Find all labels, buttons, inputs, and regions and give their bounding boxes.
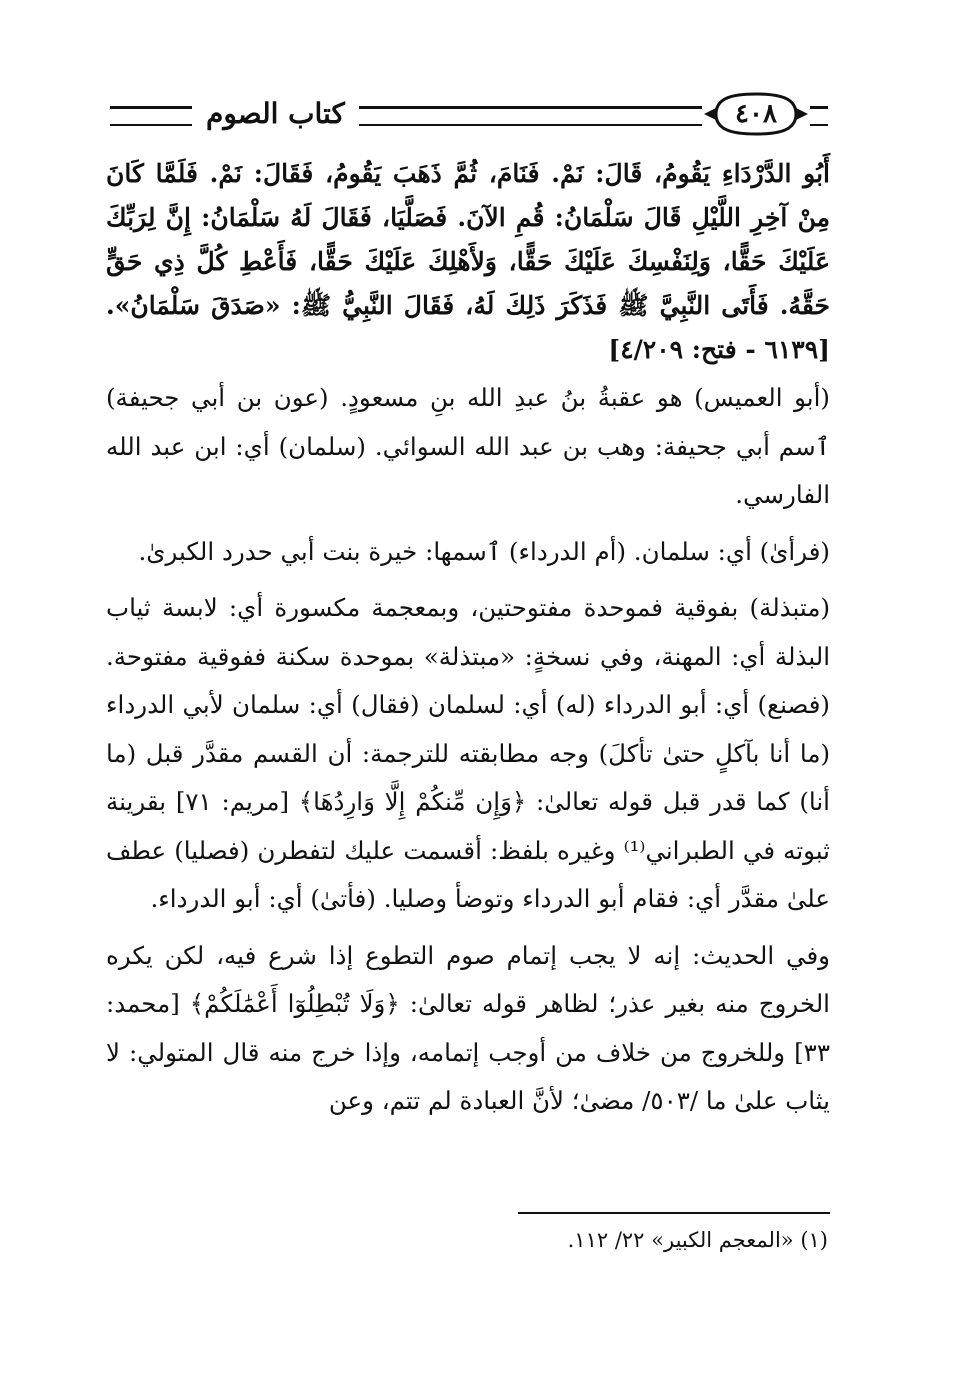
page-body (106, 152, 830, 1134)
commentary-paragraph-3: (متبذلة) بفوقية فموحدة مفتوحتين، وبمعجمة مكسورة أي: لابسة ثياب البذلة أي: المهنة، وفي نسخةٍ: «مبتذلة» بموحدة سكنة ففوقية مفتوحة. (فصنع) أي: أبو الدرداء (له) أي: لسلمان (فقال) أي: سلمان لأبي الدرداء (ما أنا بآكلٍ حتىٰ تأكلَ) وجه مطابقته للترجمة: أن القسم مقدَّر قبل (ما أنا) كما قدر قبل قوله تعالىٰ: ﴿وَإِن مِّنكُمْ إِلَّا وَارِدُهَا﴾ [مريم: ٧١] بقرينة ثبوته في الطبراني⁽¹⁾ وغيره بلفظ: أقسمت عليك لتفطرن (فصليا) عطف علىٰ مقدَّر أي: فقام أبو الدرداء وتوضأ وصليا. (فأتىٰ) أي: أبو الدرداء. (106, 593, 831, 913)
page-number: ٤٠٨ (735, 99, 777, 129)
page-number-badge (702, 90, 810, 138)
commentary-paragraph-1: (أبو العميس) هو عقبةُ بنُ عبدِ الله بنِ مسعودٍ. (عون بن أبي جحيفة) ٱسم أبي جحيفة: وهب بن عبد الله السوائي. (سلمان) أي: ابن عبد الله الفارسي. (106, 383, 830, 509)
commentary-paragraph-2: (فرأىٰ) أي: سلمان. (أم الدرداء) ٱسمها: خيرة بنت أبي حدرد الكبرىٰ. (138, 536, 830, 566)
page-header (110, 88, 828, 144)
footnote: (١) «المعجم الكبير» ٢٢/ ١١٢. (567, 1228, 828, 1252)
book-chapter-title: كتاب الصوم (192, 92, 359, 136)
hadith-text: أَبُو الدَّرْدَاءِ يَقُومُ، قَالَ: نَمْ. فَنَامَ، ثُمَّ ذَهَبَ يَقُومُ، فَقَالَ: نَمْ. فَلَمَّا كَانَ مِنْ آخِرِ اللَّيْلِ قَالَ سَلْمَانُ: قُمِ الآنَ. فَصَلَّيَا، فَقَالَ لَهُ سَلْمَانُ: إِنَّ لِرَبِّكَ عَلَيْكَ حَقًّا، وَلِنَفْسِكَ عَلَيْكَ حَقًّا، وَلأَهْلِكَ عَلَيْكَ حَقًّا، فَأَعْطِ كُلَّ ذِي حَقٍّ حَقَّهُ. فَأَتَى النَّبِيَّ ﷺ فَذَكَرَ ذَلِكَ لَهُ، فَقَالَ النَّبِيُّ ﷺ: «صَدَقَ سَلْمَانُ». [٦١٣٩ - فتح: ٤/٢٠٩] (106, 159, 830, 364)
commentary-paragraph-4: وفي الحديث: إنه لا يجب إتمام صوم التطوع إذا شرع فيه، لكن يكره الخروج منه بغير عذر؛ لظاهر قوله تعالىٰ: ﴿وَلَا تُبْطِلُوٓا أَعْمَٰلَكُمْ﴾ [محمد: ٣٣] وللخروج من خلاف من أوجب إتمامه، وإذا خرج منه قال المتولي: لا يثاب علىٰ ما /٥٠٣/ مضىٰ؛ لأنَّ العبادة لم تتم، وعن (106, 940, 830, 1115)
footnote-separator (518, 1212, 830, 1214)
